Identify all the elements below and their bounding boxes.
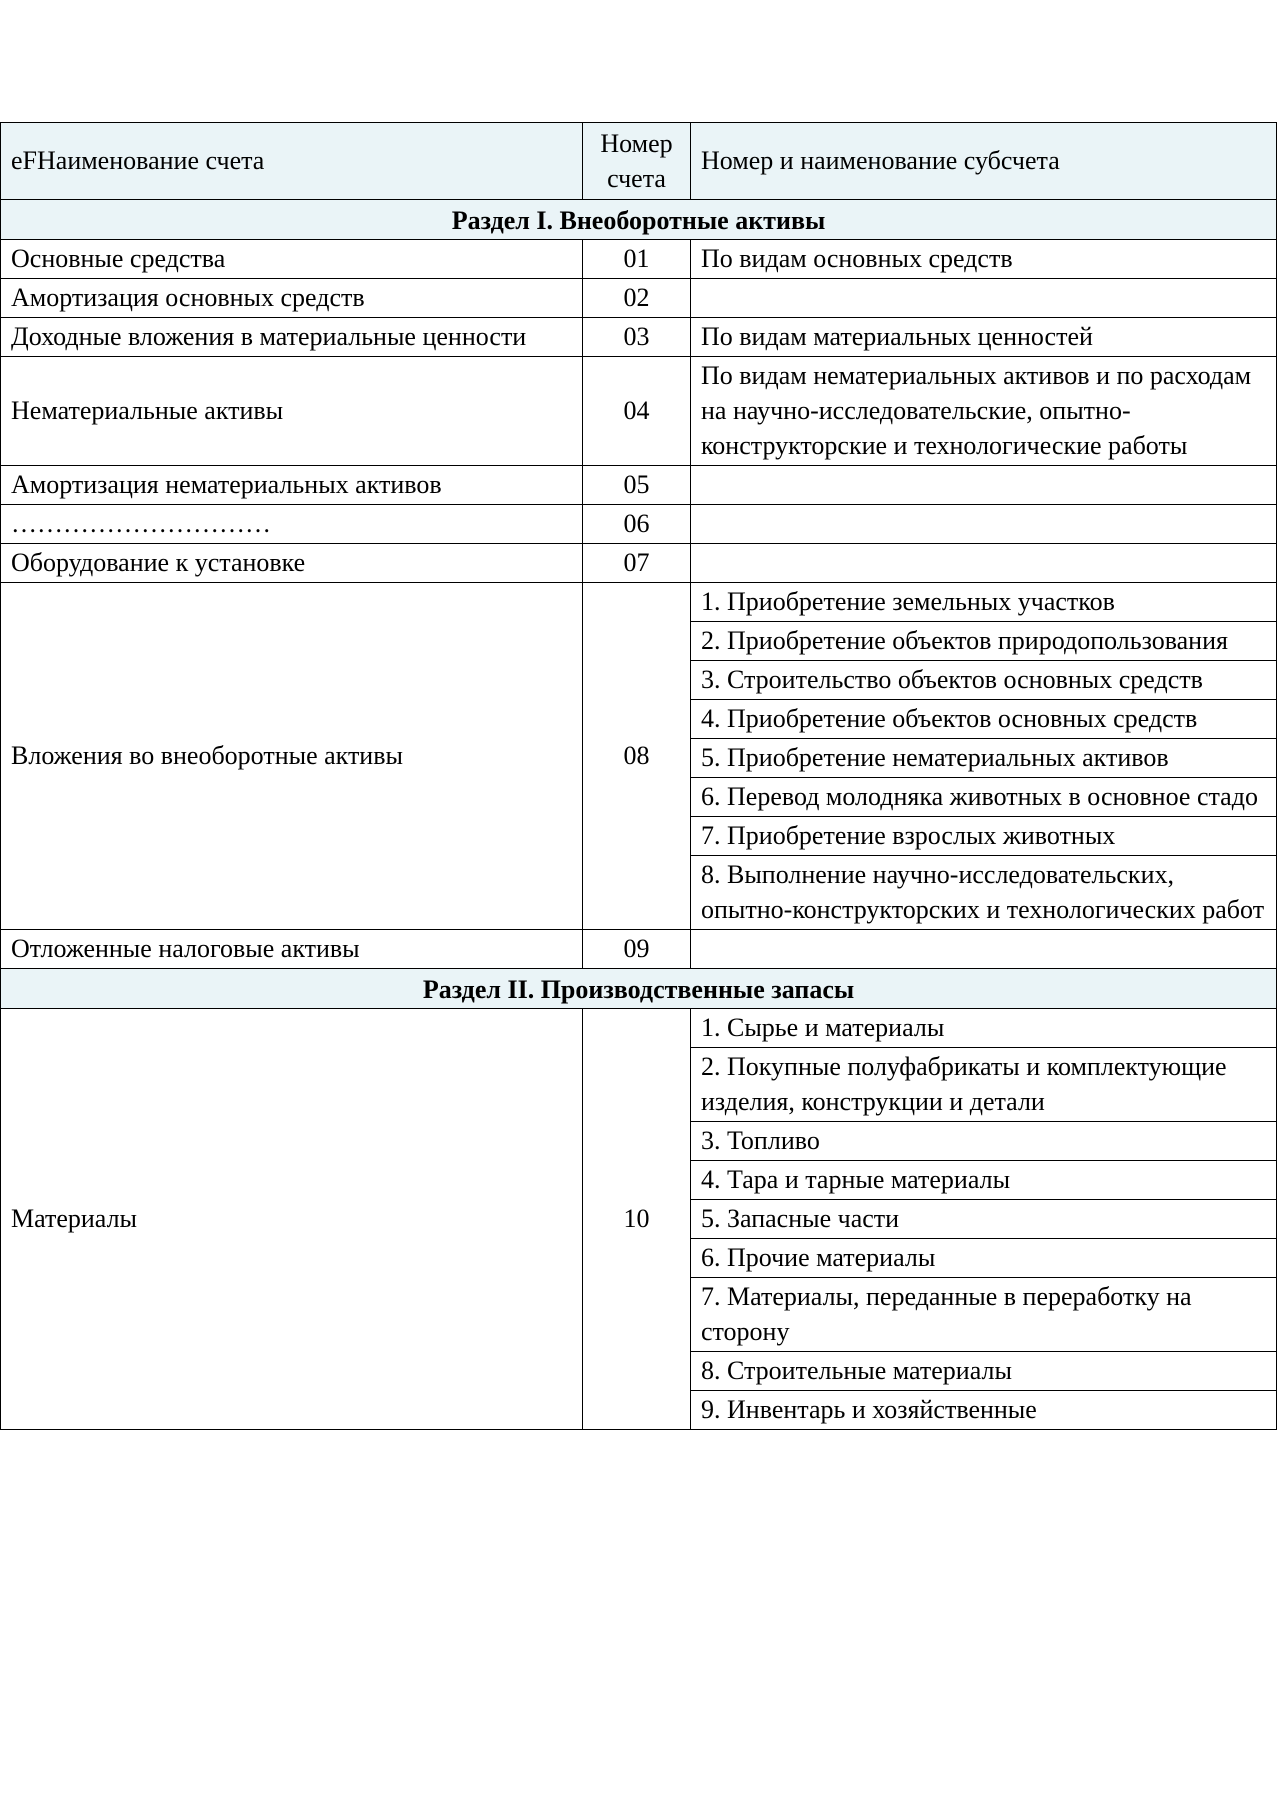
account-number: 06	[583, 505, 691, 544]
subaccount	[691, 930, 1277, 969]
table-row	[1, 583, 1277, 622]
table-row	[1, 505, 1277, 544]
account-name: Доходные вложения в материальные ценности	[1, 318, 583, 357]
subaccount: 3. Строительство объектов основных средств	[691, 661, 1277, 700]
subaccount: 6. Перевод молодняка животных в основное стадо	[691, 778, 1277, 817]
account-name: Материалы	[1, 1009, 583, 1430]
subaccount: 8. Выполнение научно-исследовательских, опытно-конструкторских и технологических работ	[691, 856, 1277, 930]
header-subaccount: Номер и наименование субсчета	[691, 123, 1277, 200]
subaccount: По видам материальных ценностей	[691, 318, 1277, 357]
table-row	[1, 357, 1277, 466]
account-number: 08	[583, 583, 691, 930]
table-row	[1, 240, 1277, 279]
subaccount: 1. Сырье и материалы	[691, 1009, 1277, 1048]
section-title: Раздел I. Внеоборотные активы	[1, 200, 1277, 240]
section-row	[1, 200, 1277, 240]
subaccount: 7. Приобретение взрослых животных	[691, 817, 1277, 856]
account-name: Амортизация нематериальных активов	[1, 466, 583, 505]
account-name: Вложения во внеоборотные активы	[1, 583, 583, 930]
header-account-number: Номер счета	[583, 123, 691, 200]
table-row	[1, 318, 1277, 357]
account-number: 07	[583, 544, 691, 583]
subaccount: 8. Строительные материалы	[691, 1352, 1277, 1391]
subaccount	[691, 279, 1277, 318]
subaccount: По видам основных средств	[691, 240, 1277, 279]
account-number: 02	[583, 279, 691, 318]
account-name: Основные средства	[1, 240, 583, 279]
chart-of-accounts-table	[0, 122, 1277, 1430]
account-number: 10	[583, 1009, 691, 1430]
account-number: 03	[583, 318, 691, 357]
table-body	[1, 123, 1277, 1430]
account-name: …………………………	[1, 505, 583, 544]
subaccount: 6. Прочие материалы	[691, 1239, 1277, 1278]
account-number: 09	[583, 930, 691, 969]
table-row	[1, 930, 1277, 969]
subaccount: 4. Приобретение объектов основных средств	[691, 700, 1277, 739]
subaccount: 4. Тара и тарные материалы	[691, 1161, 1277, 1200]
account-name: Отложенные налоговые активы	[1, 930, 583, 969]
subaccount: 9. Инвентарь и хозяйственные	[691, 1391, 1277, 1430]
account-number: 05	[583, 466, 691, 505]
subaccount: 5. Запасные части	[691, 1200, 1277, 1239]
subaccount: 2. Покупные полуфабрикаты и комплектующие изделия, конструкции и детали	[691, 1048, 1277, 1122]
section-title: Раздел II. Производственные запасы	[1, 969, 1277, 1009]
table-row	[1, 466, 1277, 505]
subaccount	[691, 466, 1277, 505]
header-row	[1, 123, 1277, 200]
subaccount: 3. Топливо	[691, 1122, 1277, 1161]
account-name: Амортизация основных средств	[1, 279, 583, 318]
account-name: Нематериальные активы	[1, 357, 583, 466]
account-name: Оборудование к установке	[1, 544, 583, 583]
subaccount: 2. Приобретение объектов природопользования	[691, 622, 1277, 661]
subaccount	[691, 544, 1277, 583]
subaccount: 5. Приобретение нематериальных активов	[691, 739, 1277, 778]
subaccount: 7. Материалы, переданные в переработку на сторону	[691, 1278, 1277, 1352]
subaccount: По видам нематериальных активов и по расходам на научно-исследовательские, опытно-конструкторские и технологические работы	[691, 357, 1277, 466]
account-number: 01	[583, 240, 691, 279]
table-row	[1, 279, 1277, 318]
table-row	[1, 544, 1277, 583]
header-account-name: eFНаименование счета	[1, 123, 583, 200]
subaccount	[691, 505, 1277, 544]
account-number: 04	[583, 357, 691, 466]
table-row	[1, 1009, 1277, 1048]
section-row	[1, 969, 1277, 1009]
subaccount: 1. Приобретение земельных участков	[691, 583, 1277, 622]
